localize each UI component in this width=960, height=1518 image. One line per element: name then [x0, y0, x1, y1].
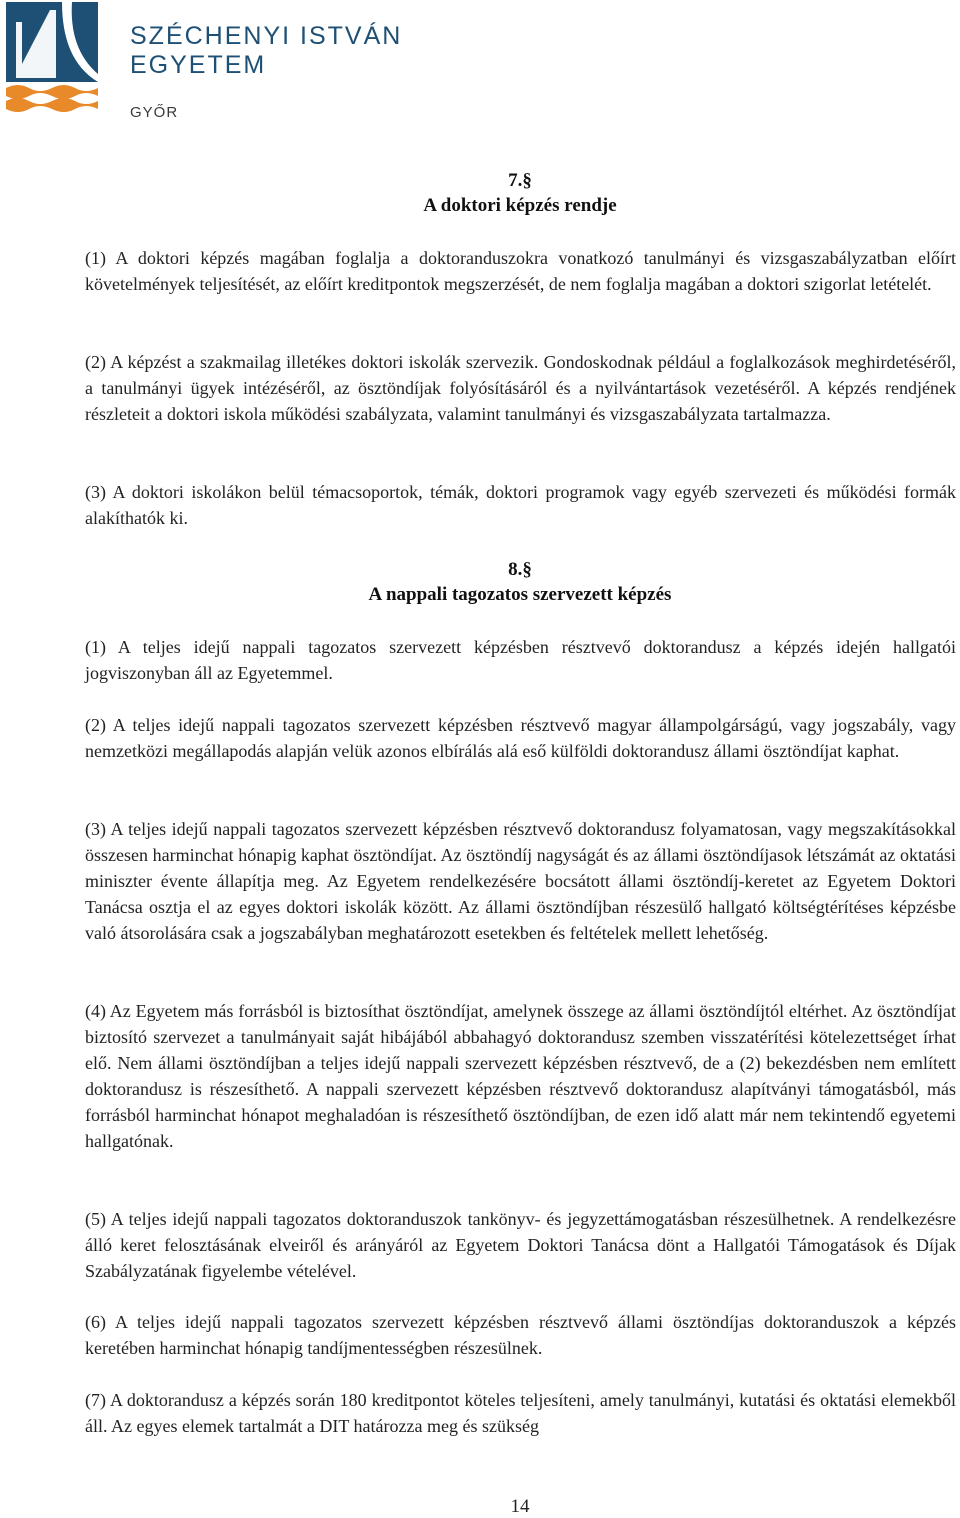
section-8-paragraph-4: (4) Az Egyetem más forrásból is biztosíthat ösztöndíjat, amelynek összege az állami ösztöndíjtól eltérhet. Az ösztöndíjat biztosító szervezet a tanulmányait saját hibájából abbahagyó doktorandusz szemben visszatérítési kötelezettséget írhat elő. Nem állami ösztöndíjban a teljes idejű nappali szervezett képzésben résztvevő, de a (2) bekezdésben nem említett doktorandusz is részesíthető. A nappali szervezett képzésben résztvevő doktorandusz alapítványi támogatásból, más forrásból harminchat hónapot meghaladóan is részesíthető ösztöndíjban, de ezen idő alatt már nem tekintendő egyetemi hallgatónak.	[85, 1001, 956, 1151]
section-8-paragraph-5: (5) A teljes idejű nappali tagozatos doktoranduszok tankönyv- és jegyzettámogatásban részesülhetnek. A rendelkezésre álló keret felosztásának elveiről és arányáról az Egyetem Doktori Tanácsa dönt a Hallgatói Támogatások és Díjak Szabályzatának figyelembe vételével.	[85, 1209, 956, 1281]
page-number: 14	[510, 1496, 530, 1517]
section-8-title: A nappali tagozatos szervezett képzés	[368, 584, 672, 605]
section-8-paragraph-3: (3) A teljes idejű nappali tagozatos szervezett képzésben résztvevő doktorandusz folyamatosan, vagy megszakításokkal összesen harminchat hónapig kaphat ösztöndíjat. Az ösztöndíj nagyságát és az állami ösztöndíjasok létszámát az oktatási miniszter évente állapítja meg. Az Egyetem rendelkezésére bocsátott állami ösztöndíj-keretet az Egyetem Doktori Tanácsa osztja el az egyes doktori iskolák között. Az állami ösztöndíjban részesülő hallgató költségtérítéses képzésbe való átsorolására csak a jogszabályban meghatározott esetekben és feltételek mellett lehetőség.	[85, 819, 956, 943]
section-7-number: 7.§	[508, 170, 532, 191]
section-8-paragraph-2: (2) A teljes idejű nappali tagozatos szervezett képzésben résztvevő magyar állampolgárságú, vagy jogszabály, vagy nemzetközi megállapodás alapján velük azonos elbírálás alá eső külföldi doktorandusz állami ösztöndíjat kaphat.	[85, 715, 956, 761]
section-8-paragraph-7: (7) A doktorandusz a képzés során 180 kreditpontot köteles teljesíteni, amely tanulmányi, kutatási és oktatási elemekből áll. Az egyes elemek tartalmát a DIT határozza meg és szükség	[85, 1390, 956, 1436]
logo-university-name: SZÉCHENYI ISTVÁN	[130, 22, 403, 50]
section-7-paragraph-1: (1) A doktori képzés magában foglalja a doktoranduszokra vonatkozó tanulmányi és vizsgaszabályzatban előírt követelmények teljesítését, az előírt kreditpontok megszerzését, de nem foglalja magában a doktori szigorlat letételét.	[85, 248, 956, 294]
section-8-paragraph-1: (1) A teljes idejű nappali tagozatos szervezett képzésben résztvevő doktorandusz a képzés idején hallgatói jogviszonyban áll az Egyetemmel.	[85, 637, 956, 683]
section-7-paragraph-3: (3) A doktori iskolákon belül témacsoportok, témák, doktori programok vagy egyéb szervezeti és működési formák alakíthatók ki.	[85, 482, 956, 528]
section-7-paragraph-2: (2) A képzést a szakmailag illetékes doktori iskolák szervezik. Gondoskodnak például a foglalkozások meghirdetéséről, a tanulmányi ügyek intézéséről, az ösztöndíjak folyósításáról és a nyilvántartások vezetéséről. A képzés rendjének részleteit a doktori iskola működési szabályzata, valamint tanulmányi és vizsgaszabályzata tartalmazza.	[85, 352, 956, 424]
section-7-title: A doktori képzés rendje	[423, 195, 617, 216]
university-logo-icon	[6, 2, 98, 112]
logo-city: GYŐR	[130, 104, 179, 121]
section-8-paragraph-6: (6) A teljes idejű nappali tagozatos szervezett képzésben résztvevő állami ösztöndíjas doktoranduszok a képzés keretében harminchat hónapig tandíjmentességben részesülnek.	[85, 1312, 956, 1358]
logo-wordmark	[130, 22, 402, 121]
logo-university-type: EGYETEM	[130, 51, 267, 79]
section-8-number: 8.§	[508, 559, 532, 580]
